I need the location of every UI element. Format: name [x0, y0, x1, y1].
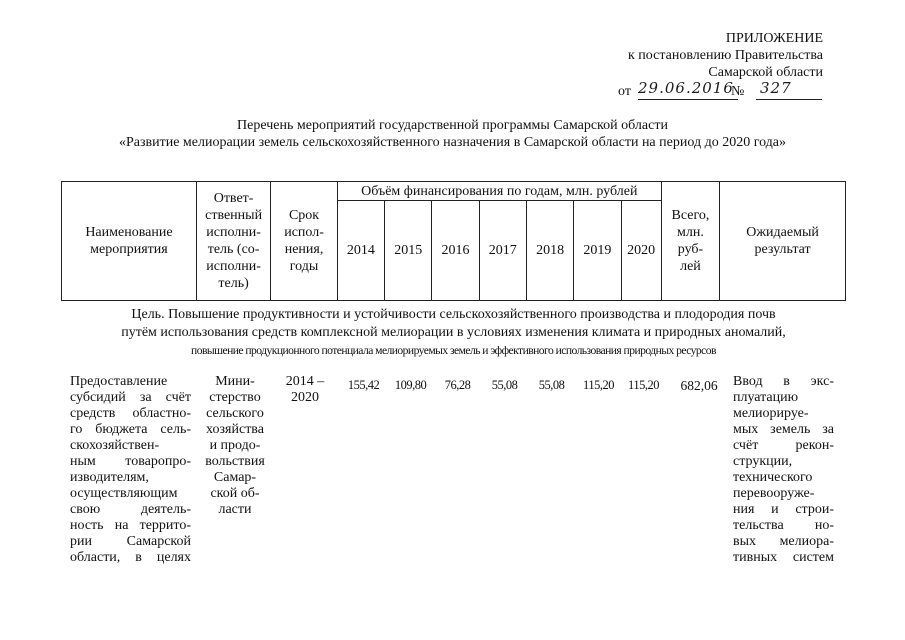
goal-line-2: путём использования средств комплексной мелиорации в условиях изменения климата и природных аномалий,: [121, 325, 786, 340]
year-2019: 2019: [574, 201, 621, 301]
handwritten-date: 29.06.2016: [638, 79, 734, 97]
date-prefix: от: [618, 84, 631, 99]
handwritten-number: 327: [760, 79, 792, 97]
date-underline: [638, 99, 738, 100]
heading-line-1: Перечень мероприятий государственной программы Самарской области: [237, 118, 668, 133]
value-2018: 55,08: [538, 378, 565, 392]
goal-line-3: повышение продукционного потенциала мелиорируемых земель и эффективного использования природных ресурсов: [191, 344, 716, 357]
row-measure-name: Предоставление субсидий за счёт средств областно- го бюджета сель- скохозяйствен- ным товаропро- изводителям, осуществляющим свою деятель- ность на террито- рии Самарской области, в целях: [70, 374, 191, 565]
value-2014: 155,42: [347, 378, 380, 392]
measures-table-header: [61, 181, 846, 301]
col-header-result: Ожидаемый результат: [720, 182, 846, 301]
heading-line-2: «Развитие мелиорации земель сельскохозяйственного назначения в Самарской области на период до 2020 года»: [118, 135, 787, 150]
annex-date-number: [618, 78, 822, 100]
value-2017: 55,08: [491, 378, 518, 392]
col-header-total: Всего, млн. руб- лей: [661, 182, 719, 301]
col-header-executor: Ответ- ственный исполни- тель (со- исполни- тель): [196, 182, 270, 301]
value-2015: 109,80: [394, 378, 427, 392]
year-2015: 2015: [385, 201, 432, 301]
value-2020: 115,20: [628, 378, 659, 392]
year-2017: 2017: [479, 201, 526, 301]
goal-line-1: Цель. Повышение продуктивности и устойчивости сельскохозяйственного производства и плодородия почв: [131, 307, 776, 322]
value-total: 682,06: [680, 378, 718, 393]
number-label: №: [731, 84, 745, 99]
year-2014: 2014: [337, 201, 384, 301]
row-executor: Мини- стерство сельского хозяйства и продо- вольствия Самар- ской об- ласти: [205, 374, 265, 517]
row-term: 2014 – 2020: [285, 374, 325, 405]
col-header-term: Срок испол- нения, годы: [271, 182, 337, 301]
annex-line-1: к постановлению Правительства: [627, 48, 823, 63]
col-header-funding: Объём финансирования по годам, млн. рублей: [337, 182, 661, 201]
number-underline: [756, 99, 822, 100]
value-2019: 115,20: [583, 378, 614, 392]
col-header-name: Наименование мероприятия: [62, 182, 197, 301]
annex-line-2: Самарской области: [708, 65, 823, 80]
year-2018: 2018: [526, 201, 573, 301]
row-expected-result: Ввод в экс- плуатацию мелиорируе- мых земель за счёт рекон- струкции, технического перевооруже- ния и строи- тельства но- вых мелиора- тивных систем: [733, 374, 834, 565]
annex-title: ПРИЛОЖЕНИЕ: [725, 31, 823, 46]
value-2016: 76,28: [444, 378, 471, 392]
year-2016: 2016: [432, 201, 479, 301]
year-2020: 2020: [621, 201, 661, 301]
